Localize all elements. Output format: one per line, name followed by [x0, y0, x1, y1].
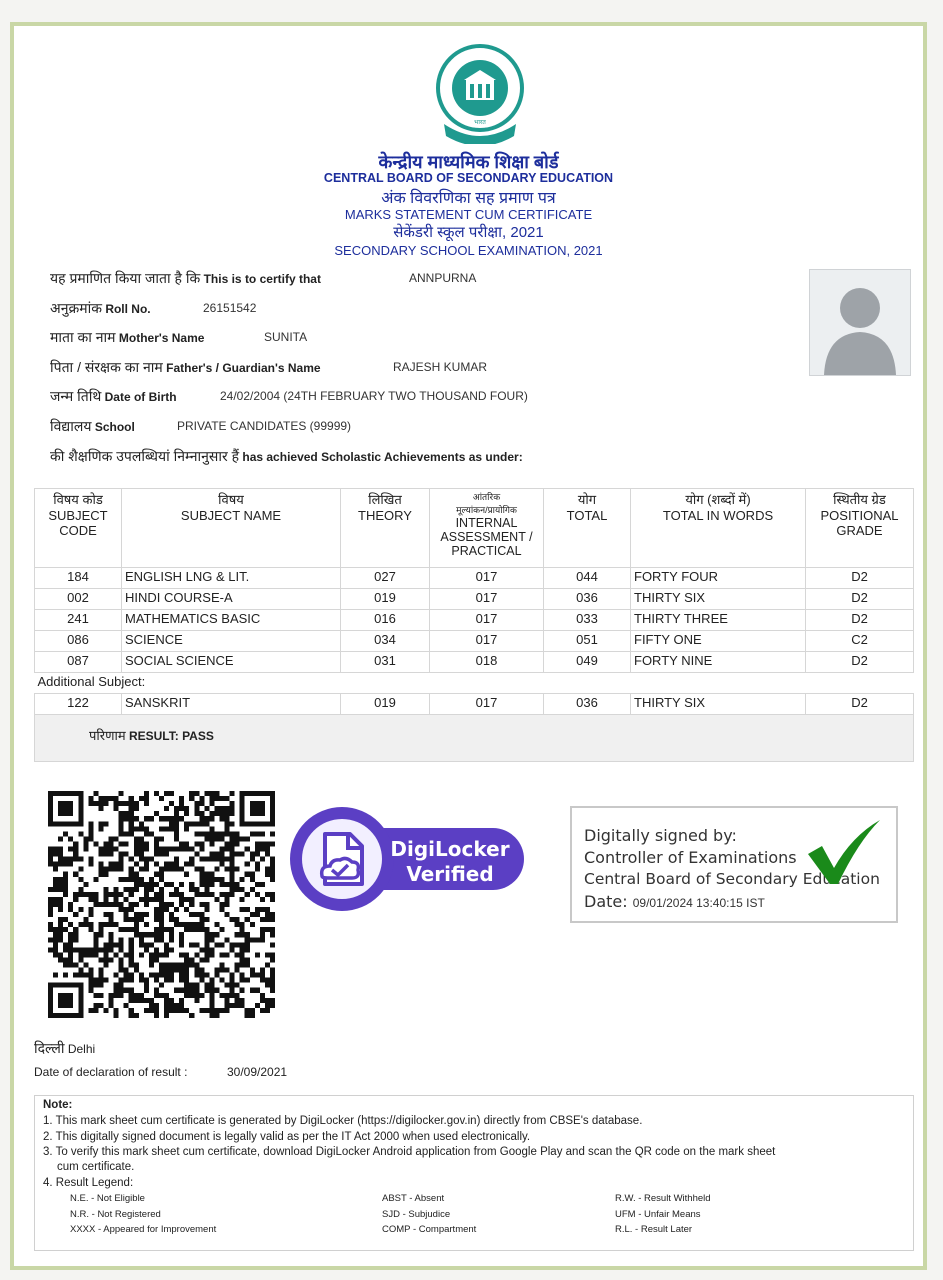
exam-title-english: SECONDARY SCHOOL EXAMINATION, 2021	[334, 243, 603, 258]
digilocker-line1: DigiLocker	[390, 837, 510, 861]
father-name: RAJESH KUMAR	[393, 360, 488, 374]
roll-line: अनुक्रमांक Roll No. 26151542	[50, 300, 257, 316]
student-photo-placeholder	[809, 269, 911, 376]
digilocker-verified-badge	[290, 804, 530, 914]
note-1: 1. This mark sheet cum certificate is generated by DigiLocker (https://digilocker.gov.in) directly from CBSE's database.	[43, 1115, 643, 1127]
roll-number: 26151542	[203, 301, 257, 315]
green-tick-icon	[804, 816, 884, 888]
col-total: योग TOTAL	[544, 489, 631, 568]
svg-text:भारत: भारत	[474, 120, 486, 126]
dob-line: जन्म तिथि Date of Birth 24/02/2004 (24TH FEBRUARY TWO THOUSAND FOUR)	[50, 388, 528, 404]
legend-item: XXXX - Appeared for Improvement	[70, 1224, 217, 1235]
note-2: 2. This digitally signed document is legally valid as per the IT Act 2000 when used electronically.	[43, 1131, 531, 1143]
legend-item: N.E. - Not Eligible	[70, 1193, 145, 1204]
digilocker-line2: Verified	[406, 862, 494, 886]
declaration-date-line	[34, 1065, 288, 1079]
signer-title: Controller of Examinations	[584, 848, 797, 867]
legend-item: COMP - Compartment	[382, 1224, 477, 1235]
notes-title: Note:	[43, 1099, 73, 1111]
table-row: 086 SCIENCE 034 017 051 FIFTY ONE C2	[35, 631, 914, 652]
legend-item: N.R. - Not Registered	[70, 1209, 161, 1220]
cbse-logo	[434, 44, 526, 144]
col-internal-assessment: आंतरिक मूल्यांकन/प्रायोगिक INTERNAL ASSESSMENT / PRACTICAL	[430, 489, 544, 568]
certificate-sheet	[10, 22, 927, 1270]
notes-box	[34, 1095, 914, 1251]
qr-code[interactable]	[48, 791, 275, 1018]
note-4: 4. Result Legend:	[43, 1177, 134, 1189]
legend-item: R.L. - Result Later	[615, 1224, 693, 1235]
col-total-words: योग (शब्दों में) TOTAL IN WORDS	[631, 489, 806, 568]
table-row: 184 ENGLISH LNG & LIT. 027 017 044 FORTY FOUR D2	[35, 568, 914, 589]
table-row: 002 HINDI COURSE-A 019 017 036 THIRTY SIX D2	[35, 589, 914, 610]
note-3: 3. To verify this mark sheet cum certificate, download DigiLocker Android application from Google Play and scan the QR code on the mark sheet	[43, 1146, 776, 1158]
legend-item: ABST - Absent	[382, 1193, 445, 1204]
marks-table	[34, 488, 914, 715]
signature-date: Date: 09/01/2024 13:40:15 IST	[584, 892, 765, 911]
exam-title-hindi: सेकेंडरी स्कूल परीक्षा, 2021	[393, 224, 544, 241]
mother-line: माता का नाम Mother's Name SUNITA	[50, 329, 308, 345]
col-theory: लिखित THEORY	[341, 489, 430, 568]
legend-item: R.W. - Result Withheld	[615, 1193, 711, 1204]
student-name: ANNPURNA	[409, 271, 477, 285]
board-title-hindi: केन्द्रीय माध्यमिक शिक्षा बोर्ड	[378, 152, 559, 172]
certify-line: यह प्रमाणित किया जाता है कि This is to certify that ANNPURNA	[50, 270, 477, 286]
legend-item: UFM - Unfair Means	[615, 1209, 701, 1220]
note-3-cont: cum certificate.	[57, 1161, 135, 1173]
additional-subject-label-row: Additional Subject:	[35, 673, 914, 694]
table-row: 087 SOCIAL SCIENCE 031 018 049 FORTY NINE D2	[35, 652, 914, 673]
board-title-english: CENTRAL BOARD OF SECONDARY EDUCATION	[323, 171, 614, 185]
result-text: परिणाम RESULT: PASS	[89, 728, 214, 743]
result-bar	[34, 714, 914, 762]
doc-title-english: MARKS STATEMENT CUM CERTIFICATE	[344, 207, 593, 222]
legend-item: SJD - Subjudice	[382, 1209, 451, 1220]
school-line: विद्यालय School PRIVATE CANDIDATES (99999)	[50, 418, 352, 434]
mother-name: SUNITA	[264, 330, 308, 344]
school-name: PRIVATE CANDIDATES (99999)	[177, 419, 352, 433]
table-row: 122 SANSKRIT 019 017 036 THIRTY SIX D2	[35, 694, 914, 715]
col-positional-grade: स्थितीय ग्रेड POSITIONAL GRADE	[806, 489, 914, 568]
table-header-row	[35, 489, 914, 568]
father-line: पिता / संरक्षक का नाम Father's / Guardian's Name RAJESH KUMAR	[50, 359, 488, 375]
signed-by-label: Digitally signed by:	[584, 826, 737, 845]
table-row: 241 MATHEMATICS BASIC 016 017 033 THIRTY THREE D2	[35, 610, 914, 631]
digital-signature-box[interactable]	[570, 806, 898, 923]
doc-title-hindi: अंक विवरणिका सह प्रमाण पत्र	[381, 190, 556, 207]
achievements-line: की शैक्षणिक उपलब्धियां निम्नानुसार हैं has achieved Scholastic Achievements as under:	[50, 448, 523, 464]
date-of-birth: 24/02/2004 (24TH FEBRUARY TWO THOUSAND FOUR)	[220, 389, 528, 403]
col-subject-name: विषय SUBJECT NAME	[122, 489, 341, 568]
col-subject-code: विषय कोड SUBJECT CODE	[35, 489, 122, 568]
signer-org: Central Board of Secondary Education	[584, 870, 880, 888]
place: दिल्ली Delhi	[34, 1040, 96, 1056]
declaration-label: Date of declaration of result :	[34, 1065, 188, 1079]
declaration-date: 30/09/2021	[227, 1065, 288, 1079]
